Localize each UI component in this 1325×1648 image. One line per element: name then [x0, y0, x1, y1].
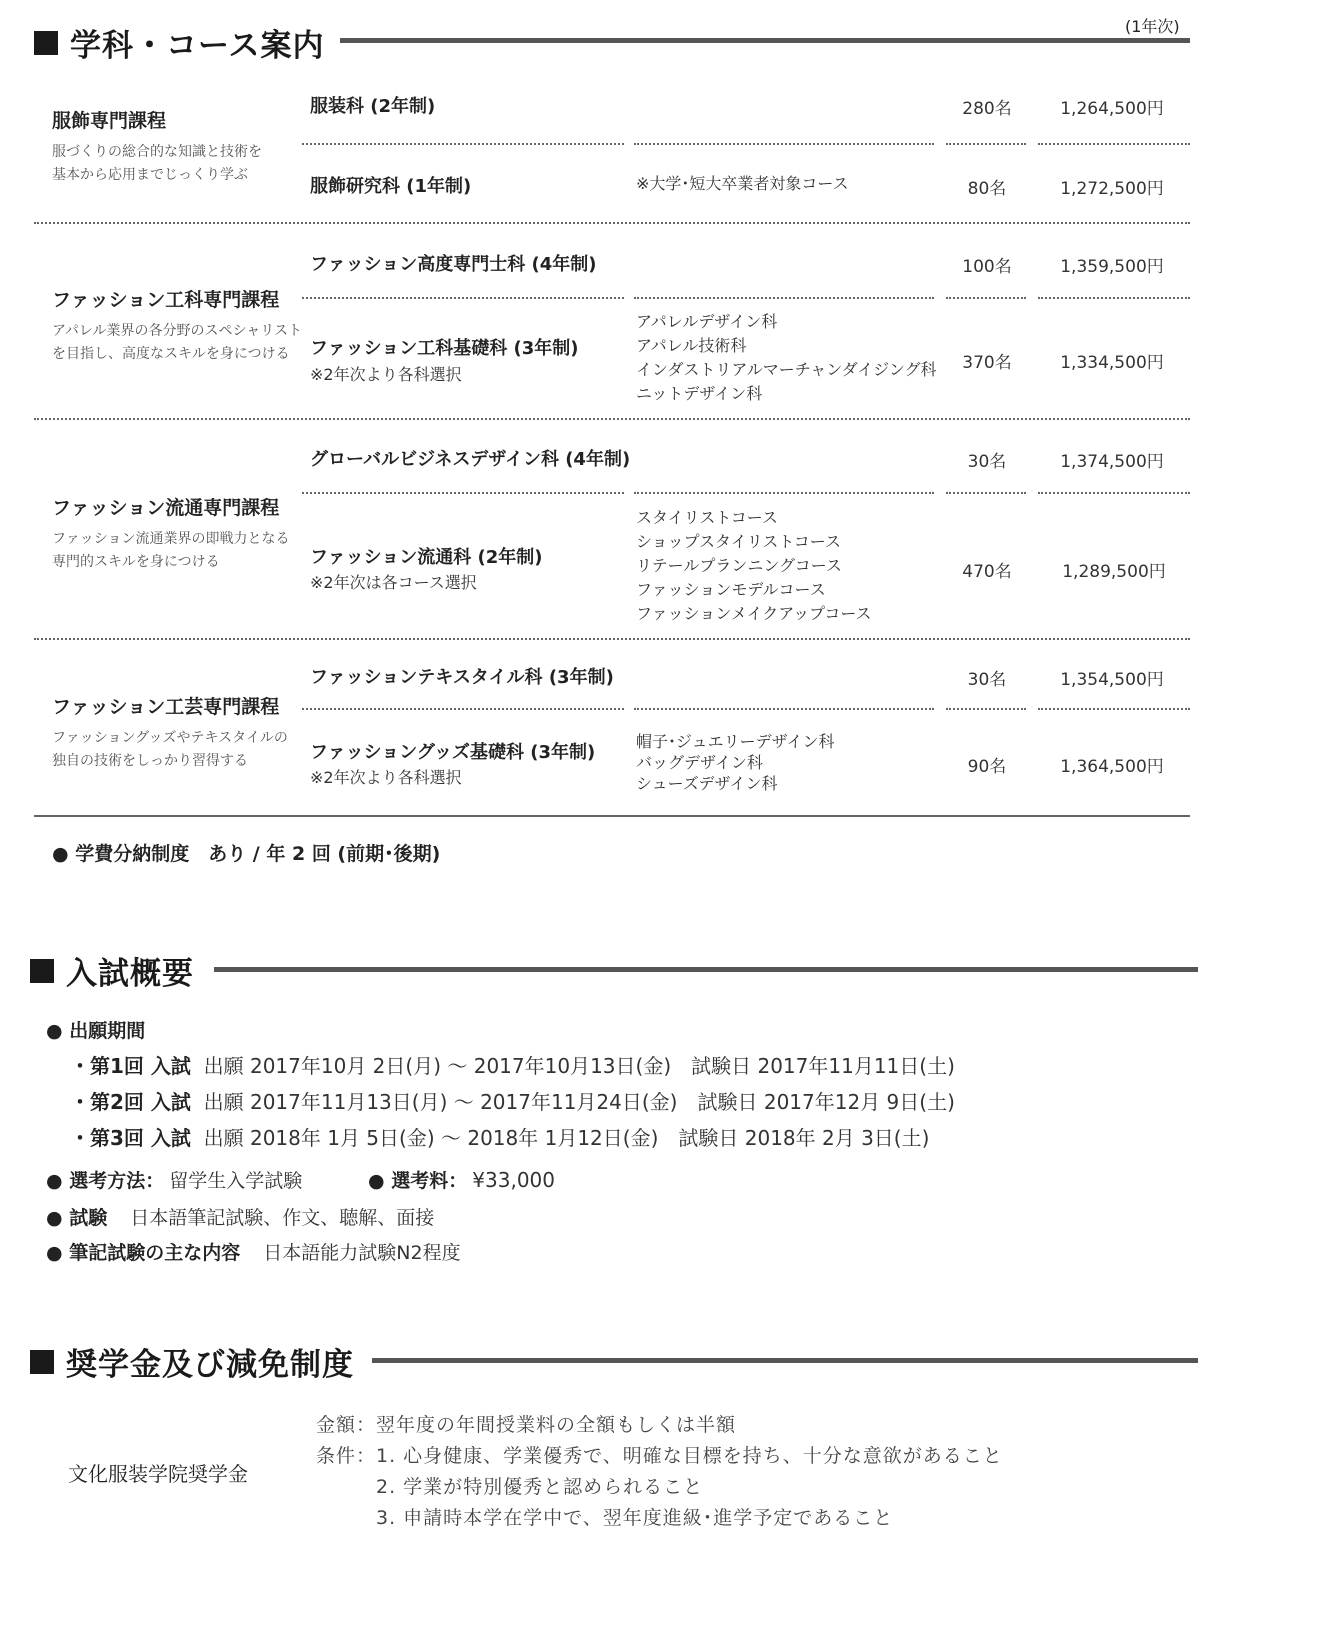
exam-round: ・第3回 入試 出願 2018年 1月 5日(金) ～ 2018年 1月12日(金) 試験日 2018年 2月 3日(土) — [70, 1126, 930, 1150]
dotted-divider — [1038, 492, 1190, 494]
course-name: 服飾研究科 (1年制) — [310, 176, 472, 197]
dotted-divider — [302, 297, 624, 299]
dotted-divider — [1038, 143, 1190, 145]
tuition-fee: 1,374,500円 — [1060, 452, 1164, 472]
tuition-fee: 1,272,500円 — [1060, 179, 1164, 199]
course-name: グローバルビジネスデザイン科 (4年制) — [310, 449, 631, 470]
course-details: アパレルデザイン科 アパレル技術科 インダストリアルマーチャンダイジング科 ニットデザイン科 — [636, 312, 937, 403]
application-period-label: ● 出願期間 — [46, 1020, 146, 1042]
course-name: ファッション流通科 (2年制) — [310, 547, 543, 568]
group-desc: ファッション流通業界の即戦力となる 専門的スキルを身につける — [52, 531, 290, 570]
dotted-divider — [302, 143, 624, 145]
square-bullet-icon — [34, 31, 58, 55]
dotted-divider — [946, 492, 1026, 494]
capacity: 280名 — [962, 99, 1012, 119]
capacity: 90名 — [967, 757, 1007, 777]
exam-round: ・第1回 入試 出願 2017年10月 2日(月) ～ 2017年10月13日(金) 試験日 2017年11月11日(土) — [70, 1054, 955, 1078]
dotted-divider — [1038, 297, 1190, 299]
section-rule — [340, 38, 1190, 43]
dotted-divider — [634, 708, 934, 710]
square-bullet-icon — [30, 1350, 54, 1374]
tuition-fee: 1,359,500円 — [1060, 257, 1164, 277]
group-divider — [34, 638, 1190, 640]
group-divider — [34, 222, 1190, 224]
dotted-divider — [946, 708, 1026, 710]
written-exam-row: ● 筆記試験の主な内容 日本語能力試験N2程度 — [46, 1242, 461, 1264]
scholarship-terms: 金額：翌年度の年間授業料の全額もしくは半額 条件：1. 心身健康、学業優秀で、明確な目標を持ち、十分な意欲があること 2. 学業が特別優秀と認められること 3. 申請時本学在学中で、翌年度進級･進学予定であること — [316, 1414, 1003, 1529]
course-note: ※2年次より各科選択 — [310, 365, 462, 384]
capacity: 80名 — [967, 179, 1007, 199]
group-title: 服飾専門課程 — [52, 110, 167, 132]
tuition-fee: 1,264,500円 — [1060, 99, 1164, 119]
course-name: ファッション工科基礎科 (3年制) — [310, 338, 579, 359]
section-heading-scholarship — [30, 1339, 354, 1384]
dotted-divider — [302, 492, 624, 494]
table-bottom-rule — [34, 815, 1190, 817]
capacity: 30名 — [967, 452, 1007, 472]
exam-round: ・第2回 入試 出願 2017年11月13日(月) ～ 2017年11月24日(金) 試験日 2017年12月 9日(土) — [70, 1090, 955, 1114]
dotted-divider — [946, 297, 1026, 299]
selection-method-row: ● 選考方法： 留学生入学試験 — [46, 1170, 303, 1192]
course-group — [52, 692, 302, 773]
capacity: 470名 — [962, 562, 1012, 582]
exam-subjects-row: ● 試験 日本語筆記試験、作文、聴解、面接 — [46, 1207, 435, 1229]
capacity: 370名 — [962, 353, 1012, 373]
dotted-divider — [634, 143, 934, 145]
group-desc: ファッショングッズやテキスタイルの 独自の技術をしっかり習得する — [52, 730, 288, 769]
section-rule — [372, 1358, 1198, 1363]
section-title: 入試概要 — [66, 956, 194, 992]
capacity: 100名 — [962, 257, 1012, 277]
tuition-fee: 1,354,500円 — [1060, 670, 1164, 690]
tuition-fee: 1,364,500円 — [1060, 757, 1164, 777]
course-group — [52, 106, 302, 187]
group-desc: アパレル業界の各分野のスペシャリスト を目指し、高度なスキルを身につける — [52, 323, 302, 362]
course-name: ファッショングッズ基礎科 (3年制) — [310, 742, 596, 763]
section-heading-courses — [34, 20, 324, 65]
dotted-divider — [946, 143, 1026, 145]
course-details: スタイリストコース ショップスタイリストコース リテールプランニングコース ファッションモデルコース ファッションメイクアップコース — [636, 508, 872, 623]
section-heading-admission — [30, 948, 194, 993]
year-note: (1年次) — [1125, 17, 1180, 36]
group-desc: 服づくりの総合的な知識と技術を 基本から応用までじっくり学ぶ — [52, 144, 262, 183]
course-name: ファッションテキスタイル科 (3年制) — [310, 667, 614, 688]
capacity: 30名 — [967, 670, 1007, 690]
dotted-divider — [634, 297, 934, 299]
course-name: 服装科 (2年制) — [310, 96, 436, 117]
installment-note: ● 学費分納制度 あり / 年 2 回 (前期･後期) — [52, 843, 441, 865]
section-title: 学科・コース案内 — [70, 28, 325, 64]
group-title: ファッション工芸専門課程 — [52, 696, 280, 718]
dotted-divider — [1038, 708, 1190, 710]
course-details: 帽子･ジュエリーデザイン科 バッグデザイン科 シューズデザイン科 — [636, 732, 835, 793]
group-title: ファッション流通専門課程 — [52, 497, 280, 519]
section-title: 奨学金及び減免制度 — [66, 1347, 354, 1383]
selection-fee-row: ● 選考料： ¥33,000 — [368, 1168, 556, 1192]
dotted-divider — [302, 708, 624, 710]
square-bullet-icon — [30, 959, 54, 983]
course-note: ※2年次は各コース選択 — [310, 573, 477, 592]
tuition-fee: 1,334,500円 — [1060, 353, 1164, 373]
course-note: ※2年次より各科選択 — [310, 768, 462, 787]
group-title: ファッション工科専門課程 — [52, 289, 280, 311]
group-divider — [34, 418, 1190, 420]
section-rule — [214, 967, 1198, 972]
tuition-fee: 1,289,500円 — [1062, 562, 1166, 582]
course-detail: ※大学･短大卒業者対象コース — [636, 174, 849, 193]
dotted-divider — [634, 492, 934, 494]
course-group — [52, 493, 302, 574]
scholarship-name: 文化服装学院奨学金 — [68, 1462, 248, 1486]
course-name: ファッション高度専門士科 (4年制) — [310, 254, 597, 275]
course-group — [52, 285, 302, 366]
